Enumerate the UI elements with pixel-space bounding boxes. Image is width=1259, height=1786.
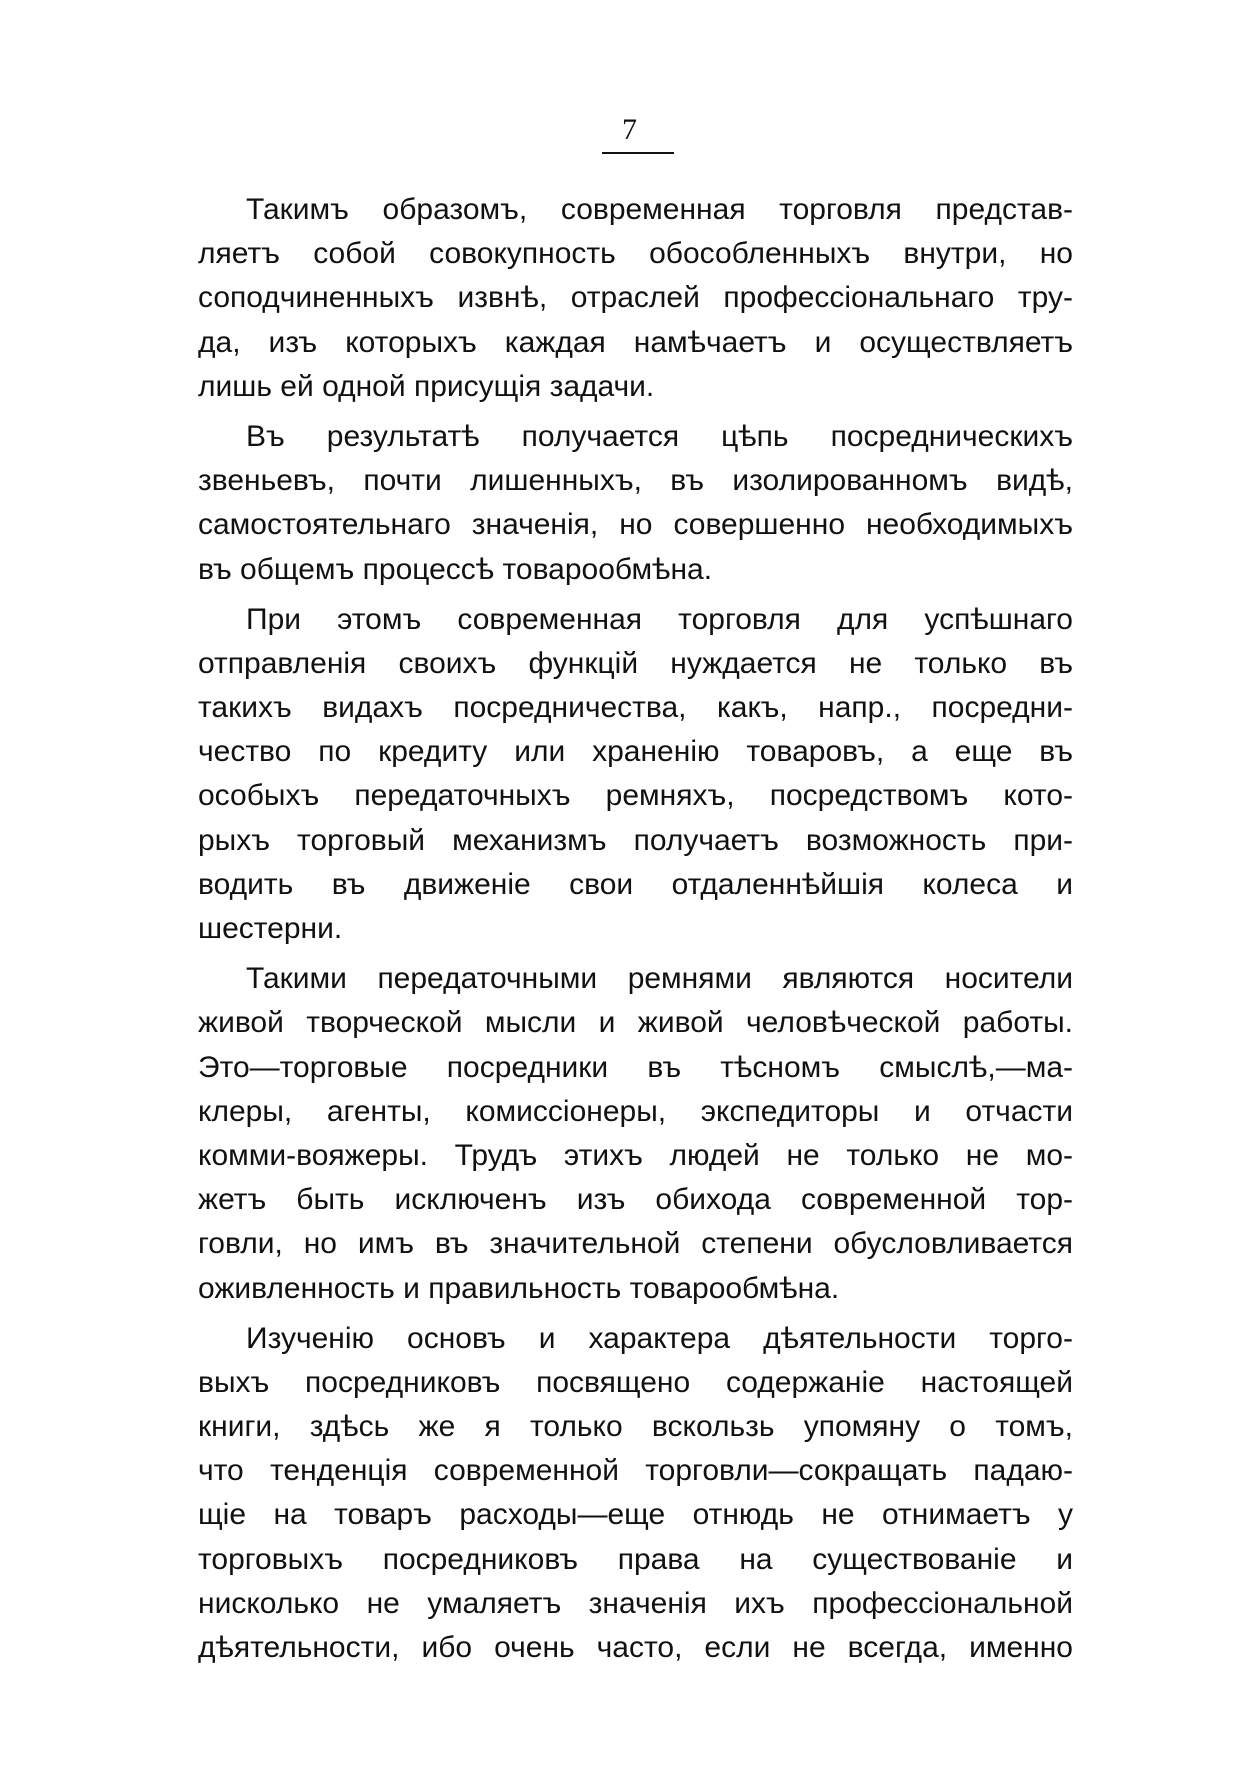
text-line: выхъ посредниковъ посвящено содержаніе настоящей — [198, 1365, 1073, 1399]
text-line: Изученію основъ и характера дѣятельности торго- — [246, 1321, 1073, 1355]
text-line: шестерни. — [198, 912, 343, 945]
text-line: Это—торговые посредники въ тѣсномъ смыслѣ,—ма- — [198, 1050, 1073, 1084]
text-line: особыхъ передаточныхъ ремняхъ, посредствомъ кото- — [198, 779, 1073, 813]
text-line: въ общемъ процессѣ товарообмѣна. — [198, 552, 713, 586]
text-line: отправленія своихъ функцій нуждается не только въ — [198, 646, 1073, 680]
text-line: такихъ видахъ посредничества, какъ, напр., посредни- — [198, 691, 1073, 725]
page-number: 7 — [622, 113, 637, 146]
text-line: чество по кредиту или храненію товаровъ, а еще въ — [198, 735, 1073, 769]
text-line: звеньевъ, почти лишенныхъ, въ изолированномъ видѣ, — [198, 464, 1073, 498]
paragraph — [198, 598, 1073, 952]
paragraph — [198, 957, 1073, 1311]
text-line: щіе на товаръ расходы—еще отнюдь не отнимаетъ у — [198, 1498, 1073, 1532]
text-line: да, изъ которыхъ каждая намѣчаетъ и осуществляетъ — [198, 325, 1073, 359]
text-line: торговыхъ посредниковъ права на существованіе и — [198, 1542, 1073, 1576]
text-line: ляетъ собой совокупность обособленныхъ внутри, но — [198, 237, 1073, 271]
text-line: При этомъ современная торговля для успѣшнаго — [246, 602, 1073, 636]
text-line: Такими передаточными ремнями являются носители — [246, 962, 1073, 996]
text-line: комми-вояжеры. Трудъ этихъ людей не только не мо- — [198, 1138, 1073, 1172]
text-line: оживленность и правильность товарообмѣна. — [198, 1271, 840, 1305]
paragraph — [198, 415, 1073, 592]
text-line: Такимъ образомъ, современная торговля представ- — [246, 193, 1073, 226]
text-line: что тенденція современной торговли—сокращать падаю- — [198, 1454, 1073, 1488]
text-line: самостоятельнаго значенія, но совершенно необходимыхъ — [198, 508, 1073, 542]
paragraph — [198, 188, 1073, 409]
body-text — [198, 188, 1073, 1670]
text-line: лишь ей одной присущія задачи. — [198, 369, 655, 403]
text-line: говли, но имъ въ значительной степени обусловливается — [198, 1227, 1073, 1261]
text-line: жетъ быть исключенъ изъ обихода современной тор- — [198, 1183, 1073, 1217]
text-line: Въ результатѣ получается цѣпь посредническихъ — [246, 419, 1073, 453]
page-number-rule — [602, 152, 674, 154]
text-line: клеры, агенты, комиссіонеры, экспедиторы и отчасти — [198, 1094, 1073, 1128]
text-line: рыхъ торговый механизмъ получаетъ возможность при- — [198, 823, 1073, 857]
text-line: нисколько не умаляетъ значенія ихъ профессіональной — [198, 1586, 1073, 1620]
text-line: книги, здѣсь же я только вскользь упомяну о томъ, — [198, 1410, 1073, 1444]
text-line: дѣятельности, ибо очень часто, если не всегда, именно — [198, 1631, 1073, 1664]
text-line: соподчиненныхъ извнѣ, отраслей профессіональнаго тру- — [198, 281, 1073, 315]
text-line: живой творческой мысли и живой человѣческой работы. — [198, 1006, 1073, 1040]
paragraph — [198, 1317, 1073, 1671]
text-line: водить въ движеніе свои отдаленнѣйшія колеса и — [198, 867, 1073, 901]
